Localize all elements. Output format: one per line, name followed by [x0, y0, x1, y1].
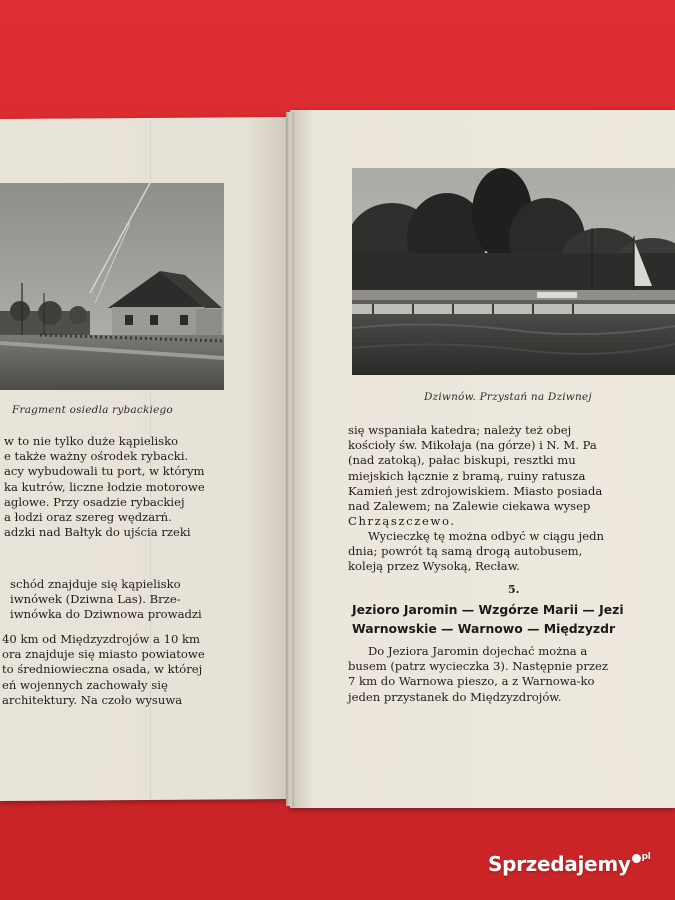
left-text-line: aglowe. Przy osadzie rybackiej	[4, 494, 185, 509]
left-text-line: ka kutrów, liczne łodzie motorowe	[4, 479, 205, 494]
right-text-block-3	[348, 644, 608, 705]
watermark-dot-icon	[632, 854, 641, 863]
excursion-heading	[352, 600, 624, 638]
right-text-block-1	[348, 423, 602, 529]
right-text-line: kościoły św. Mikołaja (na górze) i N. M. Pa	[348, 438, 597, 453]
left-text-line: acy wybudowali tu port, w którym	[4, 464, 205, 479]
section-number: 5.	[508, 583, 520, 596]
left-photo-caption: Fragment osiedla rybackiego	[12, 404, 173, 416]
excursion-heading-line: Jezioro Jaromin — Wzgórze Marii — Jezi	[352, 602, 624, 617]
right-text-line: koleją przez Wysoką, Recław.	[348, 559, 520, 574]
left-text-line: iwnówek (Dziwna Las). Brze-	[10, 592, 181, 607]
right-text-line: Wycieczkę tę można odbyć w ciągu jedn	[368, 529, 604, 543]
watermark-suffix: pl	[641, 852, 651, 862]
left-text-line: architektury. Na czoło wysuwa	[2, 692, 183, 707]
left-text-block-1	[4, 434, 205, 540]
right-text-line: (nad zatoką), pałac biskupi, resztki mu	[348, 453, 576, 468]
right-photo-caption: Dziwnów. Przystań na Dziwnej	[424, 391, 592, 403]
left-text-line: 40 km od Międzyzdrojów a 10 km	[2, 632, 201, 646]
right-text-block-2	[348, 529, 604, 575]
right-text-line: miejskich łącznie z bramą, ruiny ratusza	[348, 468, 586, 483]
right-text-line: Kamień jest zdrojowiskiem. Miasto posiada	[348, 483, 603, 498]
watermark-text: Sprzedajemy	[488, 852, 631, 876]
left-text-line: a łodzi oraz szereg wędzarń.	[4, 510, 172, 525]
fishing-village-photo	[0, 183, 224, 390]
left-text-block-2	[10, 577, 202, 623]
left-text-block-3	[2, 632, 205, 708]
right-text-line: się wspaniała katedra; należy też obej	[348, 423, 572, 437]
left-text-line: to średniowieczna osada, w której	[2, 662, 203, 677]
book-gutter	[286, 112, 294, 806]
left-text-line: ora znajduje się miasto powiatowe	[2, 647, 205, 662]
left-text-line: adzki nad Bałtyk do ujścia rzeki	[4, 525, 191, 540]
right-text-line: Do Jeziora Jaromin dojechać można a	[368, 644, 588, 658]
excursion-heading-line: Warnowskie — Warnowo — Międzyzdr	[352, 621, 616, 636]
right-text-line: Chrząszczewo.	[348, 514, 456, 529]
dziwnow-harbour-photo	[352, 168, 675, 375]
right-text-line: 7 km do Warnowa pieszo, a z Warnowa-ko	[348, 674, 595, 689]
left-text-line: e także ważny ośrodek rybacki.	[4, 449, 189, 464]
right-text-line: jeden przystanek do Międzyzdrojów.	[348, 689, 562, 704]
left-text-line: schód znajduje się kąpielisko	[10, 577, 181, 591]
right-text-line: nad Zalewem; na Zalewie ciekawa wysep	[348, 499, 591, 514]
right-text-line: busem (patrz wycieczka 3). Następnie przez	[348, 659, 608, 674]
sprzedajemy-watermark-logo	[488, 852, 651, 876]
left-text-line: w to nie tylko duże kąpielisko	[4, 434, 179, 448]
left-text-line: iwnówka do Dziwnowa prowadzi	[10, 607, 202, 622]
left-text-line: eń wojennych zachowały się	[2, 677, 168, 692]
right-text-line: dnia; powrót tą samą drogą autobusem,	[348, 544, 583, 559]
